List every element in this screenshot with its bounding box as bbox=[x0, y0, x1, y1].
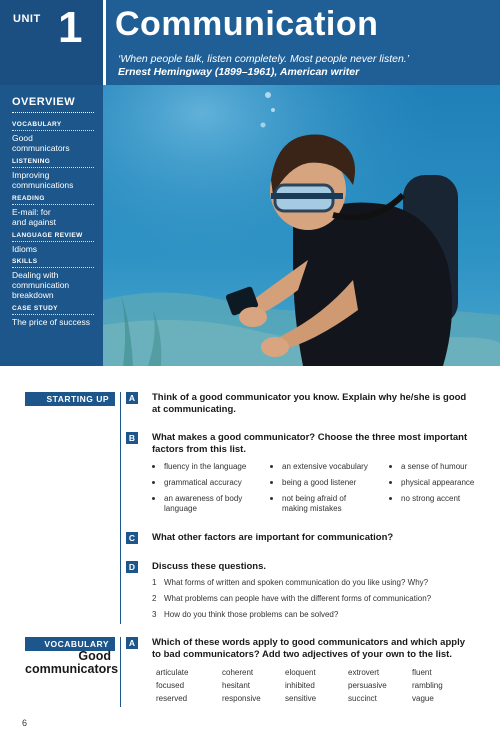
factor-text: physical appearance bbox=[401, 478, 475, 487]
factor-item bbox=[152, 494, 262, 514]
overview-heading: CASE STUDY bbox=[12, 305, 94, 315]
word: fluent bbox=[412, 668, 432, 677]
question-line: What makes a good communicator? Choose the three most important bbox=[152, 432, 468, 443]
overview-panel bbox=[0, 85, 103, 366]
unit-badge bbox=[0, 0, 103, 85]
task-letter-c: C bbox=[126, 532, 138, 544]
question-line: at communicating. bbox=[152, 404, 236, 415]
bullet-dot bbox=[389, 497, 392, 500]
section-title-line: Good bbox=[78, 649, 111, 663]
quote-text: ‘When people talk, listen completely. Most people never listen.’ bbox=[118, 53, 410, 65]
word: extrovert bbox=[348, 668, 380, 677]
overview-text-line: communicators bbox=[12, 143, 70, 153]
bullet-dot bbox=[152, 481, 155, 484]
factor-text: no strong accent bbox=[401, 494, 461, 503]
overview-text-line: communication bbox=[12, 280, 70, 290]
factor-item bbox=[389, 462, 499, 472]
overview-text-line: Dealing with bbox=[12, 270, 59, 280]
item-number: 3 bbox=[152, 610, 157, 619]
overview-heading: READING bbox=[12, 195, 94, 205]
item-text: What problems can people have with the different forms of communication? bbox=[164, 594, 432, 603]
overview-item-case-study[interactable] bbox=[12, 305, 100, 327]
word: sensitive bbox=[285, 694, 317, 703]
bullet-dot bbox=[270, 481, 273, 484]
question-line: Which of these words apply to good communicators and which apply bbox=[152, 637, 465, 648]
vocabulary-section-title bbox=[25, 649, 119, 676]
question-line: Think of a good communicator you know. Explain why he/she is good bbox=[152, 392, 467, 403]
word: focused bbox=[156, 681, 185, 690]
question-line: factors from this list. bbox=[152, 444, 246, 455]
factor-text: grammatical accuracy bbox=[164, 478, 242, 487]
word: rambling bbox=[412, 681, 443, 690]
overview-text bbox=[12, 244, 100, 254]
bullet-dot bbox=[389, 465, 392, 468]
overview-heading: LISTENING bbox=[12, 158, 94, 168]
section-rule bbox=[120, 637, 121, 707]
item-number: 2 bbox=[152, 594, 157, 603]
header-divider bbox=[103, 0, 106, 85]
factor-item bbox=[270, 462, 385, 472]
factor-text bbox=[270, 494, 385, 514]
overview-item-skills[interactable] bbox=[12, 258, 100, 300]
overview-text bbox=[12, 133, 100, 153]
overview-item-vocabulary[interactable] bbox=[12, 121, 100, 153]
vocabulary-tab: VOCABULARY bbox=[25, 637, 115, 651]
word: hesitant bbox=[222, 681, 251, 690]
overview-heading: LANGUAGE REVIEW bbox=[12, 232, 94, 242]
task-letter-a: A bbox=[126, 637, 138, 649]
overview-text-line: communications bbox=[12, 180, 74, 190]
overview-text bbox=[12, 207, 100, 227]
overview-item-reading[interactable] bbox=[12, 195, 100, 227]
task-d-question: Discuss these questions. bbox=[152, 561, 267, 572]
factor-item bbox=[389, 494, 499, 504]
factor-item bbox=[270, 494, 385, 514]
epigraph bbox=[118, 53, 409, 79]
factor-item bbox=[152, 462, 262, 472]
overview-text-line: breakdown bbox=[12, 290, 54, 300]
overview-text-line: E-mail: for bbox=[12, 207, 51, 217]
bullet-dot bbox=[270, 465, 273, 468]
factor-line: an awareness of body bbox=[164, 494, 243, 503]
discussion-item bbox=[152, 610, 338, 620]
word: vague bbox=[412, 694, 434, 703]
bullet-dot bbox=[389, 481, 392, 484]
unit-number: 1 bbox=[58, 3, 83, 52]
unit-header bbox=[0, 0, 500, 85]
factor-line: not being afraid of bbox=[282, 494, 347, 503]
factor-item bbox=[389, 478, 499, 488]
factor-item bbox=[152, 478, 262, 488]
overview-divider bbox=[12, 112, 94, 113]
word: reserved bbox=[156, 694, 188, 703]
factor-line: making mistakes bbox=[282, 504, 342, 513]
factor-text: an extensive vocabulary bbox=[282, 462, 368, 471]
question-line: to bad communicators? Add two adjectives of your own to the list. bbox=[152, 649, 452, 660]
item-text: What forms of written and spoken communication do you like using? Why? bbox=[164, 578, 429, 587]
word: inhibited bbox=[285, 681, 315, 690]
overview-text-line: and against bbox=[12, 217, 56, 227]
overview-heading: SKILLS bbox=[12, 258, 94, 268]
overview-text bbox=[12, 270, 100, 300]
overview-text-line: Improving bbox=[12, 170, 50, 180]
factor-line: language bbox=[164, 504, 197, 513]
discussion-item bbox=[152, 578, 428, 588]
overview-text-line: The price of success bbox=[12, 317, 90, 327]
overview-text-line: Good bbox=[12, 133, 33, 143]
unit-label: UNIT bbox=[13, 13, 41, 25]
underwater-scene bbox=[103, 85, 500, 366]
discussion-item bbox=[152, 594, 431, 604]
word: articulate bbox=[156, 668, 189, 677]
overview-text bbox=[12, 317, 100, 327]
factor-text: being a good listener bbox=[282, 478, 357, 487]
diver-photo bbox=[103, 85, 500, 366]
word: persuasive bbox=[348, 681, 387, 690]
vocab-a-question bbox=[152, 637, 465, 661]
overview-text bbox=[12, 170, 100, 190]
item-text: How do you think those problems can be solved? bbox=[164, 610, 339, 619]
factor-text: fluency in the language bbox=[164, 462, 247, 471]
overview-title: OVERVIEW bbox=[12, 96, 76, 108]
overview-item-listening[interactable] bbox=[12, 158, 100, 190]
bullet-dot bbox=[270, 497, 273, 500]
overview-heading: VOCABULARY bbox=[12, 121, 94, 131]
word: coherent bbox=[222, 668, 254, 677]
page-number: 6 bbox=[22, 718, 28, 728]
task-a-question bbox=[152, 392, 466, 416]
starting-up-tab: STARTING UP bbox=[25, 392, 115, 406]
quote-attribution: Ernest Hemingway (1899–1961), American writer bbox=[118, 66, 360, 78]
factor-text: a sense of humour bbox=[401, 462, 468, 471]
bullet-dot bbox=[152, 465, 155, 468]
factor-text bbox=[152, 494, 262, 514]
word: succinct bbox=[348, 694, 377, 703]
section-rule bbox=[120, 392, 121, 624]
factor-item bbox=[270, 478, 385, 488]
word: eloquent bbox=[285, 668, 316, 677]
task-b-question bbox=[152, 432, 467, 456]
overview-text-line: Idioms bbox=[12, 244, 38, 254]
section-title-line: communicators bbox=[25, 662, 119, 676]
task-letter-a: A bbox=[126, 392, 138, 404]
word: responsive bbox=[222, 694, 261, 703]
item-number: 1 bbox=[152, 578, 157, 587]
bullet-dot bbox=[152, 497, 155, 500]
overview-item-language-review[interactable] bbox=[12, 232, 100, 254]
task-c-question: What other factors are important for communication? bbox=[152, 532, 394, 543]
task-letter-b: B bbox=[126, 432, 138, 444]
task-letter-d: D bbox=[126, 561, 138, 573]
page-title: Communication bbox=[115, 5, 379, 43]
